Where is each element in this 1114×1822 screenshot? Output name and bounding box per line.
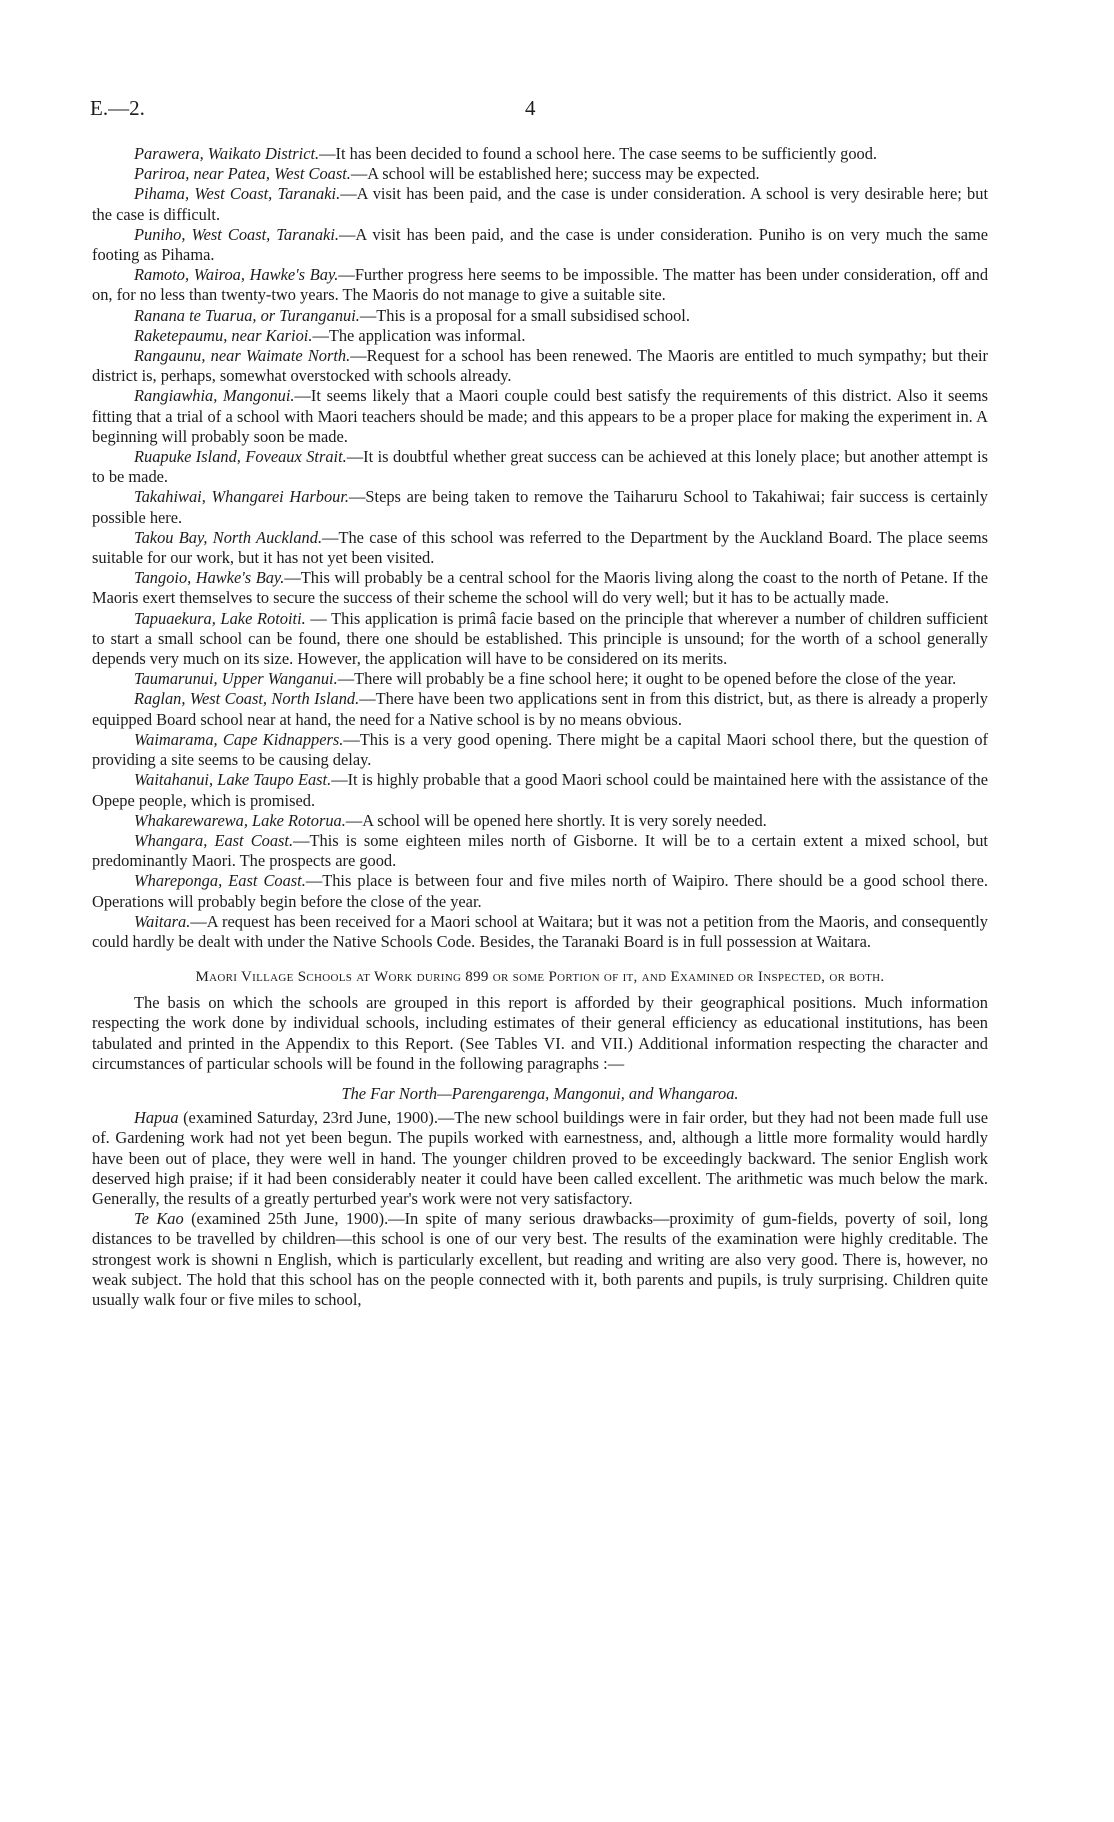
proposal-entry: [92, 487, 988, 527]
place-name: Waitara.: [134, 911, 191, 931]
entry-text: —A request has been received for a Maori school at Waitara; but it was not a petition from the Maoris, and consequently could hardly be dealt with under the Native Schools Code. Besides, the Taranaki Board is in full possession at Waitara.: [92, 911, 988, 951]
entry-text: —It seems likely that a Maori couple could best satisfy the requirements of this district. Also it seems fitting that a trial of a school with Maori teachers should be made; and this appears to be a proper place for making the experiment in. A beginning will probably soon be made.: [92, 386, 989, 446]
entry-text: (examined 25th June, 1900).—In spite of many serious drawbacks—proximity of gum-fields, poverty of soil, long distances to be travelled by children—this school is one of our very best. The results of the examination were highly creditable. The strongest work is showni n English, which is particularly excellent, but reading and writing are also very good. There is, however, no weak subject. The hold that this school has on the people connected with it, both parents and pupils, is truly surprising. Children quite usually walk four or five miles to school,: [92, 1209, 988, 1309]
entry-text: —It is doubtful whether great success can be achieved at this lonely place; but another attempt is to be made.: [92, 447, 988, 487]
place-name: Parawera, Waikato District.: [134, 144, 320, 163]
entry-text: (examined Saturday, 23rd June, 1900).—The new school buildings were in fair order, but they had not been made full use of. Gardening work had not yet been begun. The pupils worked with earnestness, and, although a little more formality would hardly have been out of place, they were well in hand. The younger children proved to be exceedingly backward. The senior English work deserved high praise; if it had been considerably neater it could have been called excellent. The arithmetic was much below the mark. Generally, the results of a greatly perturbed year's work were not very satisfactory.: [92, 1108, 988, 1208]
entry-text: —This place is between four and five miles north of Waipiro. There should be a good school there. Operations will probably begin before the close of the year.: [92, 871, 988, 911]
entry-text: —Request for a school has been renewed. The Maoris are entitled to much sympathy; but their district is, perhaps, somewhat overstocked with schools already.: [92, 346, 988, 386]
place-name: Raketepaumu, near Karioi.: [134, 325, 313, 345]
entry-text: —It has been decided to found a school here. The case seems to be sufficiently good.: [319, 144, 878, 163]
place-name: Pihama, West Coast, Taranaki.: [134, 184, 341, 204]
place-name: Tapuaekura, Lake Rotoiti.: [134, 608, 306, 628]
school-reports-list: [92, 1108, 988, 1310]
entry-text: —This is a proposal for a small subsidised school.: [359, 305, 690, 325]
place-name: Rangiawhia, Mangonui.: [134, 386, 295, 406]
place-name: Puniho, West Coast, Taranaki.: [134, 224, 339, 244]
section-intro: The basis on which the schools are grouped in this report is afforded by their geographical positions. Much information respecting the work done by individual schools, including estimates of their general efficiency as educational institutions, has been tabulated and printed in the Appendix to this Report. (See Tables VI. and VII.) Additional information respecting the character and circumstances of particular schools will be found in the following paragraphs :—: [92, 993, 988, 1073]
proposal-entry: [92, 528, 988, 568]
proposal-entry: [92, 730, 988, 770]
entry-text: —This is some eighteen miles north of Gisborne. It will be to a certain extent a mixed school, but predominantly Maori. The prospects are good.: [92, 830, 988, 871]
place-name: Ruapuke Island, Foveaux Strait.: [134, 447, 347, 467]
place-name: Whakarewarewa, Lake Rotorua.: [134, 810, 346, 830]
proposal-entry: [92, 568, 988, 608]
entry-text: —A school will be opened here shortly. It is very sorely needed.: [345, 810, 767, 830]
entry-text: —The case of this school was referred to the Department by the Auckland Board. The place seems suitable for our work, but it has not yet been visited.: [92, 527, 988, 568]
place-name: Raglan, West Coast, North Island.: [134, 689, 360, 709]
place-name: Whangara, East Coast.: [134, 830, 294, 850]
place-name: Waimarama, Cape Kidnappers.: [134, 729, 344, 749]
proposal-entry: [92, 912, 988, 952]
proposal-entry: [92, 225, 988, 265]
proposal-entry: [92, 306, 988, 326]
page-header: [90, 96, 990, 126]
school-proposals-list: [92, 144, 988, 952]
proposal-entry: [92, 811, 988, 831]
entry-text: —This will probably be a central school for the Maoris living along the coast to the north of Petane. If the Maoris exert themselves to secure the success of their scheme the school will do very well; but it has to be actually made.: [92, 568, 988, 608]
entry-text: —There will probably be a fine school here; it ought to be opened before the close of the year.: [337, 669, 957, 689]
place-name: Takahiwai, Whangarei Harbour.: [134, 487, 350, 507]
school-report-entry: [92, 1108, 988, 1209]
place-name: Pariroa, near Patea, West Coast.: [134, 164, 351, 184]
document-code: E.—2.: [90, 96, 145, 120]
place-name: Taumarunui, Upper Wanganui.: [134, 669, 338, 689]
entry-text: —A visit has been paid, and the case is under consideration. A school is very desirable here; but the case is difficult.: [92, 184, 988, 224]
entry-text: —It is highly probable that a good Maori school could be maintained here with the assistance of the Opepe people, which is promised.: [92, 770, 988, 810]
section-heading: Maori Village Schools at Work during 899 or some Portion of it, and Examined or Inspected, or both.: [195, 969, 885, 986]
proposal-entry: [92, 609, 988, 670]
proposal-entry: [92, 164, 988, 184]
entry-text: —Steps are being taken to remove the Taiharuru School to Takahiwai; fair success is certainly possible here.: [92, 487, 988, 527]
place-name: Ramoto, Wairoa, Hawke's Bay.: [134, 265, 339, 285]
place-name: Tangoio, Hawke's Bay.: [134, 568, 285, 588]
entry-text: —A school will be established here; success may be expected.: [350, 164, 760, 184]
proposal-entry: [92, 184, 988, 224]
proposal-entry: [92, 669, 988, 689]
proposal-entry: [92, 770, 988, 810]
entry-text: —This is a very good opening. There might be a capital Maori school there, but the question of providing a site seems to be causing delay.: [92, 729, 988, 770]
page-content: [92, 144, 988, 1310]
school-report-entry: [92, 1209, 988, 1310]
entry-text: —A visit has been paid, and the case is under consideration. Puniho is on very much the same footing as Pihama.: [92, 224, 988, 265]
entry-text: —Further progress here seems to be impossible. The matter has been under consideration, off and on, for no less than twenty-two years. The Maoris do not manage to give a suitable site.: [92, 265, 989, 305]
proposal-entry: [92, 346, 988, 386]
subsection-heading: The Far North—Parengarenga, Mangonui, and Whangaroa.: [341, 1083, 739, 1103]
proposal-entry: [92, 386, 988, 447]
entry-text: —There have been two applications sent in from this district, but, as there is already a properly equipped Board school near at hand, the need for a Native school is by no means obvious.: [92, 689, 988, 729]
place-name: Rangaunu, near Waimate North.: [134, 346, 351, 366]
proposal-entry: [92, 689, 988, 729]
entry-text: — This application is primâ facie based on the principle that wherever a number of children sufficient to start a small school can be found, there one should be established. This principle is unsound; for the worth of a school generally depends very much on its size. However, the application will have to be considered on its merits.: [92, 608, 988, 669]
place-name: Waitahanui, Lake Taupo East.: [134, 770, 332, 790]
proposal-entry: [92, 871, 988, 911]
proposal-entry: [92, 831, 988, 871]
place-name: Whareponga, East Coast.: [134, 871, 306, 891]
proposal-entry: [92, 326, 988, 346]
proposal-entry: [92, 144, 988, 164]
place-name: Takou Bay, North Auckland.: [134, 527, 323, 547]
entry-text: —The application was informal.: [312, 325, 526, 345]
page-number: 4: [525, 96, 536, 120]
proposal-entry: [92, 265, 988, 305]
place-name: Ranana te Tuarua, or Turanganui.: [134, 305, 360, 325]
place-name: Te Kao: [134, 1209, 184, 1229]
proposal-entry: [92, 447, 988, 487]
place-name: Hapua: [134, 1108, 179, 1128]
